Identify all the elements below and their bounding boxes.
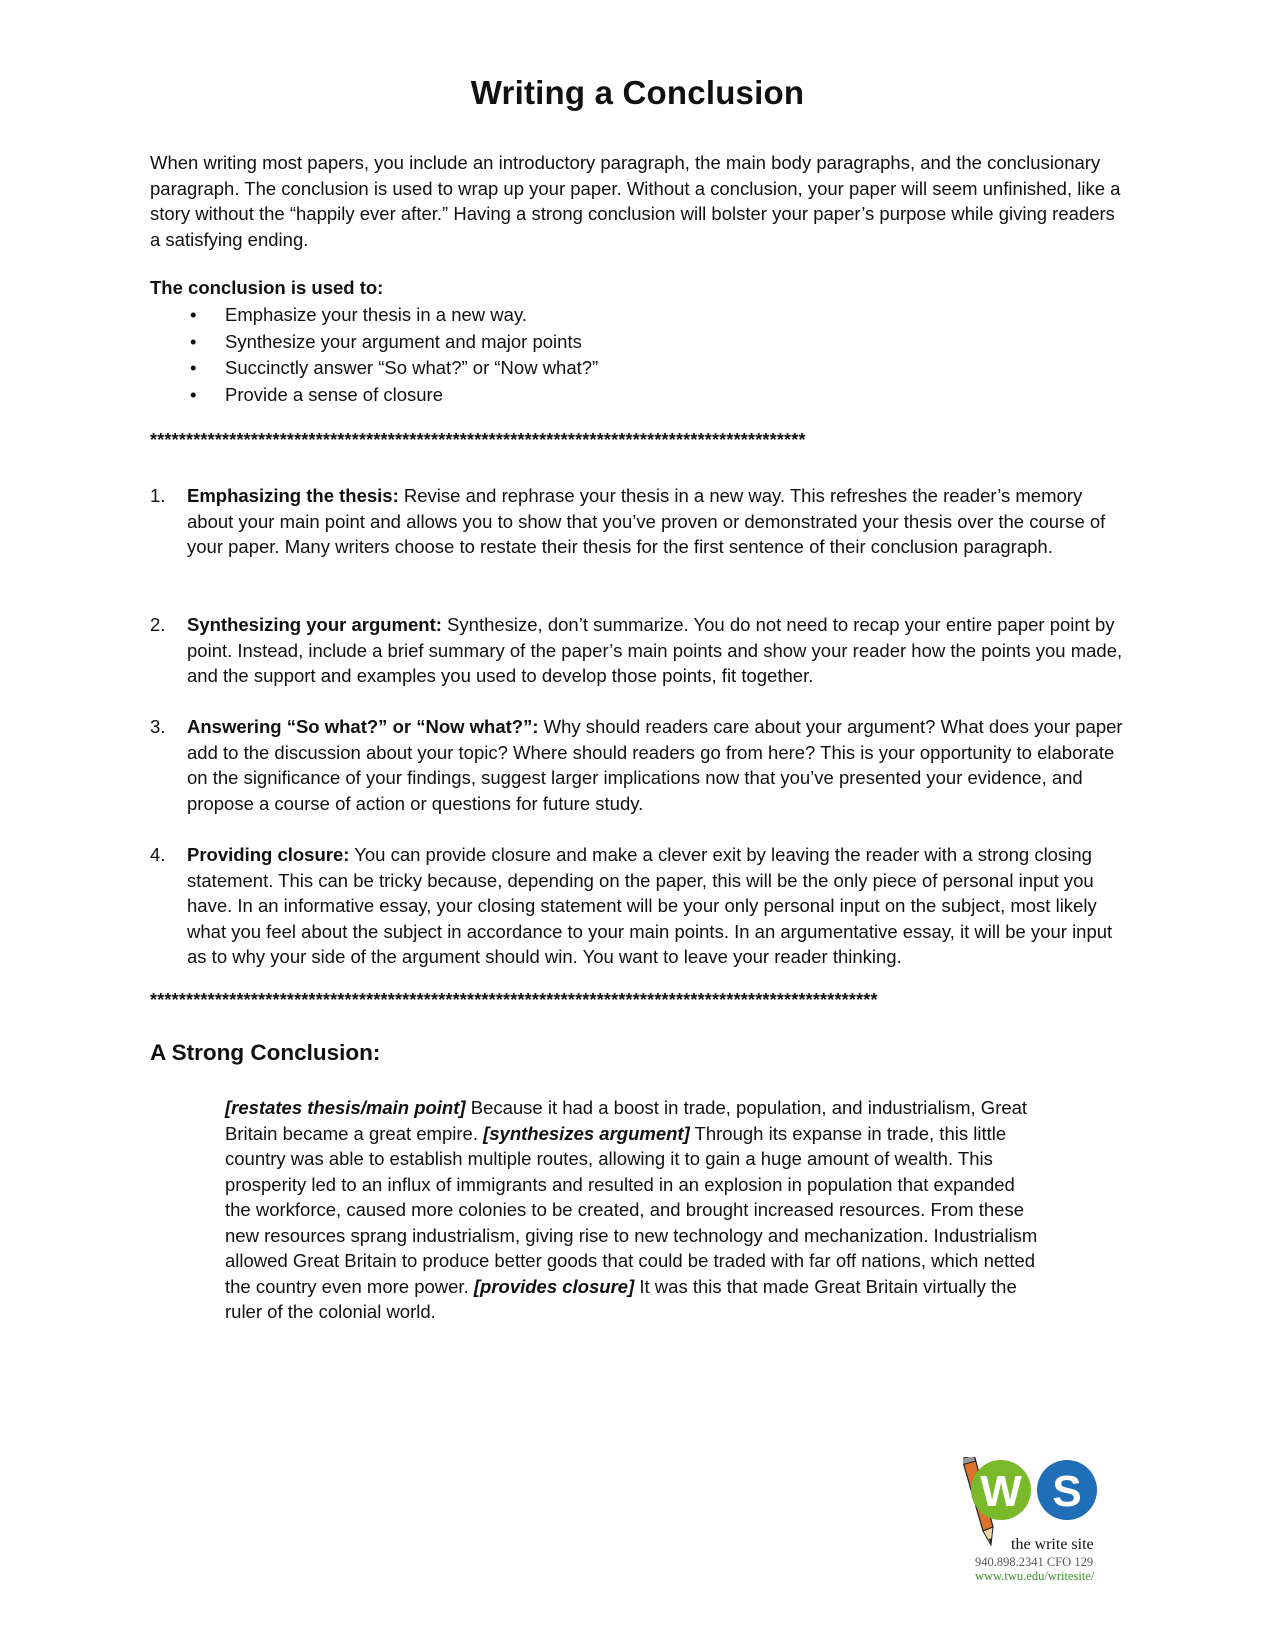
numbered-item bbox=[150, 483, 1130, 560]
item-number: 3. bbox=[150, 716, 166, 737]
item-body: You can provide closure and make a clever exit by leaving the reader with a strong closing statement. This can be tricky because, depending on the paper, this will be the only piece of personal input you have. In an informative essay, your closing statement will be your only personal input on the subject, most likely what you feel about the subject in accordance to your main points. In an argumentative essay, it will be your input as to why your side of the argument should win. You want to leave your reader thinking. bbox=[187, 844, 1113, 967]
bullet-icon: • bbox=[190, 383, 197, 405]
item-number: 4. bbox=[150, 844, 166, 865]
annotation-tag: [provides closure] bbox=[473, 1275, 635, 1297]
list-item bbox=[150, 382, 598, 409]
item-text bbox=[187, 612, 1130, 689]
section-heading: A Strong Conclusion: bbox=[150, 1040, 381, 1065]
item-text bbox=[187, 842, 1130, 970]
numbered-item bbox=[150, 842, 1130, 970]
item-text bbox=[187, 483, 1130, 560]
annotation-tag: [restates thesis/main point] bbox=[225, 1097, 466, 1118]
numbered-item bbox=[150, 714, 1130, 816]
example-text: Because it had a boost in trade, population, and industrialism, Great Britain became a great empire. bbox=[225, 1097, 1028, 1144]
list-item bbox=[150, 355, 598, 382]
list-item-text: Emphasize your thesis in a new way. bbox=[225, 304, 527, 325]
list-item-text: Provide a sense of closure bbox=[225, 383, 444, 405]
bullet-icon: • bbox=[190, 357, 197, 378]
item-label: Synthesizing your argument: bbox=[187, 614, 442, 635]
example-text: It was this that made Great Britain virtually the ruler of the colonial world. bbox=[225, 1275, 1017, 1322]
logo-url: www.twu.edu/writesite/ bbox=[975, 1569, 1095, 1583]
item-label: Answering “So what?” or “Now what?”: bbox=[187, 716, 539, 737]
example-conclusion bbox=[225, 1095, 1045, 1325]
item-text bbox=[187, 714, 1130, 816]
item-number: 1. bbox=[150, 485, 166, 506]
logo-letter-w: W bbox=[980, 1467, 1022, 1516]
item-body: Revise and rephrase your thesis in a new way. This refreshes the reader’s memory about your main point and allows you to show that you’ve proven or demonstrated your thesis over the course of your paper. Many writers choose to restate their thesis for the first sentence of their conclusion paragraph. bbox=[187, 485, 1106, 557]
item-body: Why should readers care about your argument? What does your paper add to the discussion about your topic? Where should readers go from here? This is your opportunity to elaborate on the significance of your findings, suggest larger implications now that you’ve presented your evidence, and propose a course of action or questions for future study. bbox=[187, 716, 1123, 814]
bullet-icon: • bbox=[190, 330, 197, 352]
example-text: Through its expanse in trade, this little country was able to establish multiple routes, allowing it to gain a huge amount of wealth. This prosperity led to an influx of immigrants and resulted in an explosion in population that expanded the workforce, caused more colonies to be created, and brought increased resources. From these new resources sprang industrialism, giving rise to new technology and mechanization. Industrialism allowed Great Britain to produce better goods that could be traded with far off nations, which netted the country even more power. bbox=[225, 1122, 1038, 1297]
conclusion-uses-list bbox=[150, 302, 598, 408]
numbered-item bbox=[150, 612, 1130, 689]
list-item bbox=[150, 302, 598, 329]
item-label: Emphasizing the thesis: bbox=[187, 485, 399, 506]
separator-line: ***************************************************************************************************** bbox=[150, 990, 878, 1010]
annotation-tag: [synthesizes argument] bbox=[483, 1122, 690, 1144]
conclusion-uses-heading: The conclusion is used to: bbox=[150, 277, 384, 298]
separator-line: ******************************************************************************************* bbox=[150, 430, 806, 450]
list-item bbox=[150, 329, 598, 356]
item-label: Providing closure: bbox=[187, 844, 350, 865]
logo-letter-s: S bbox=[1052, 1467, 1082, 1516]
page-title: Writing a Conclusion bbox=[470, 74, 805, 111]
bullet-icon: • bbox=[190, 304, 197, 325]
logo-phone: 940.898.2341 CFO 129 bbox=[975, 1555, 1094, 1569]
logo-name: the write site bbox=[1011, 1536, 1094, 1553]
item-body: Synthesize, don’t summarize. You do not need to recap your entire paper point by point. Instead, include a brief summary of the paper’s main points and show your reader how the points you made, and the support and examples you used to develop those points, fit together. bbox=[187, 614, 1123, 686]
intro-paragraph: When writing most papers, you include an introductory paragraph, the main body paragraphs, and the conclusionary paragraph. The conclusion is used to wrap up your paper. Without a conclusion, your paper will seem unfinished, like a story without the “happily ever after.” Having a strong conclusion will bolster your paper’s purpose while giving readers a satisfying ending. bbox=[150, 152, 1121, 250]
list-item-text: Succinctly answer “So what?” or “Now what?” bbox=[225, 357, 599, 378]
list-item-text: Synthesize your argument and major points bbox=[225, 330, 582, 352]
item-number: 2. bbox=[150, 614, 166, 635]
